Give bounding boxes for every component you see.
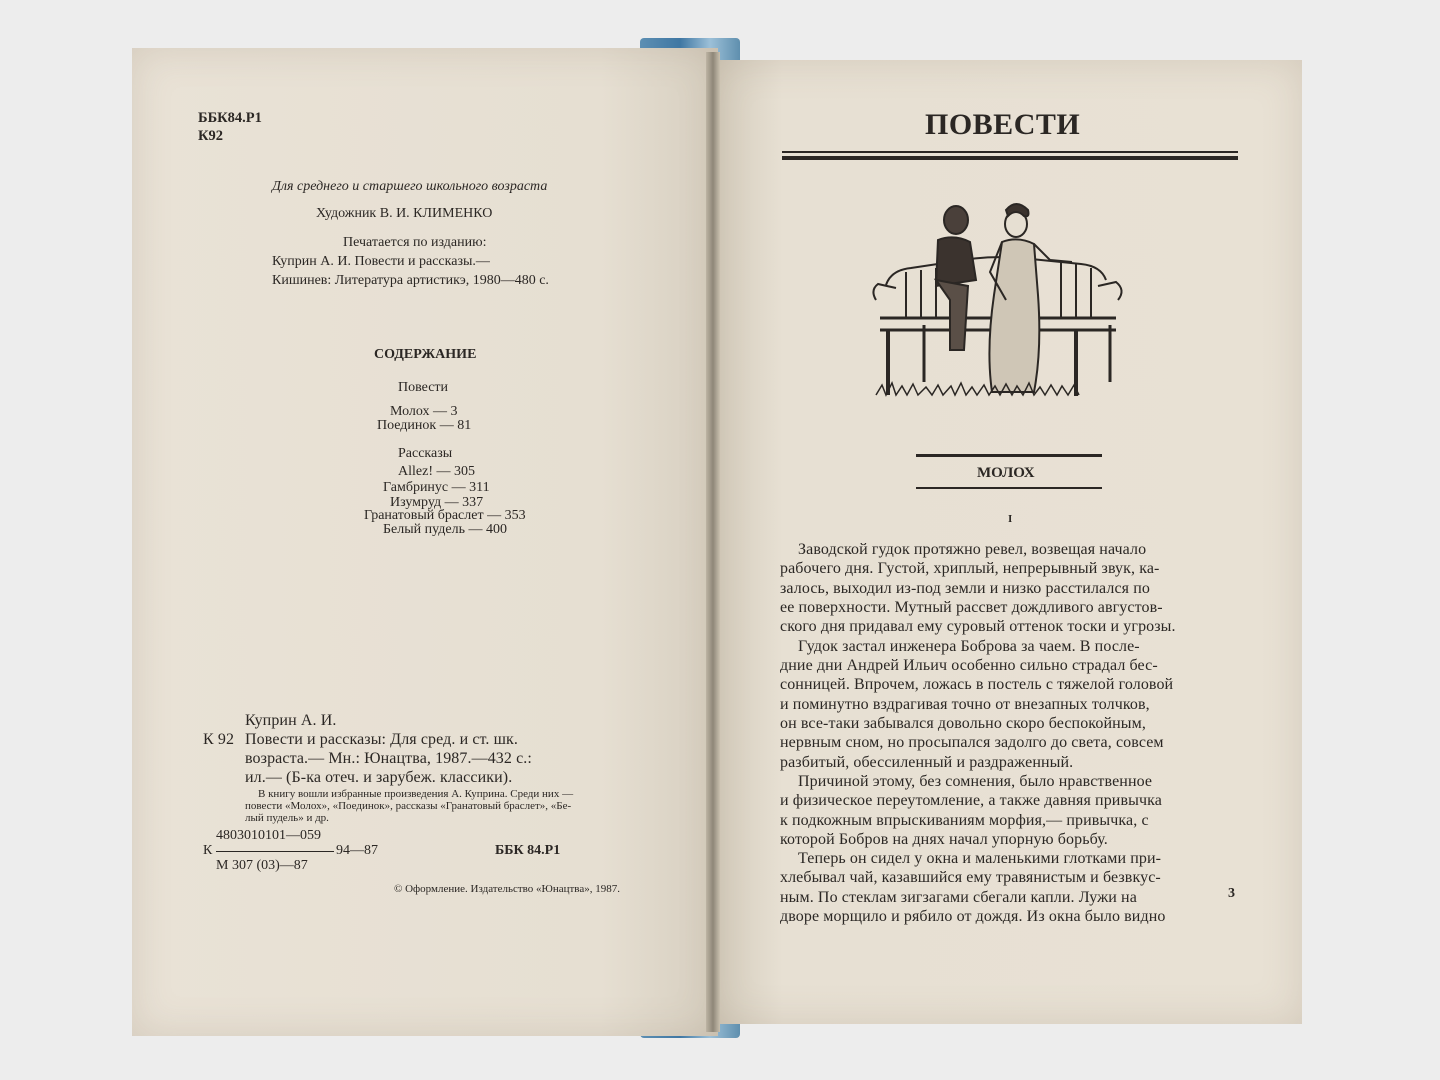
- bbk-code: ББК84.Р1: [198, 110, 262, 126]
- contents-item: Молох — 3: [390, 404, 458, 419]
- text-line: рабочего дня. Густой, хриплый, непрерывный звук, ка-: [780, 560, 1160, 577]
- text-line: ным. По стеклам зигзагами сбегали капли. Лужи на: [780, 889, 1137, 906]
- isbn-m: М 307 (03)—87: [216, 858, 308, 873]
- contents-item: Белый пудель — 400: [383, 522, 507, 537]
- text-line: дние дни Андрей Ильич особенно сильно страдал бес-: [780, 657, 1158, 674]
- catalog-line: ил.— (Б-ка отеч. и зарубеж. классики).: [245, 769, 513, 786]
- printed-from-line1: Куприн А. И. Повести и рассказы.—: [272, 254, 490, 269]
- contents-title: СОДЕРЖАНИЕ: [374, 347, 477, 362]
- annotation-line: лый пудель» и др.: [245, 812, 329, 824]
- text-line: и физическое переутомление, а также давняя привычка: [780, 792, 1162, 809]
- contents-item: Allez! — 305: [398, 464, 475, 479]
- story-title-rule: [916, 454, 1102, 457]
- page-number: 3: [1228, 886, 1235, 901]
- text-line: Теперь он сидел у окна и маленькими глотками при-: [798, 850, 1162, 867]
- audience-note: Для среднего и старшего школьного возраста: [272, 179, 548, 194]
- book-gutter: [706, 52, 720, 1032]
- isbn-94: 94—87: [336, 843, 378, 858]
- contents-section-povesti: Повести: [398, 380, 449, 395]
- catalog-short-code: К92: [198, 128, 224, 144]
- copyright-note: © Оформление. Издательство «Юнацтва», 1987.: [394, 883, 620, 895]
- annotation-line: повести «Молох», «Поединок», рассказы «Гранатовый браслет», «Бе-: [245, 800, 572, 812]
- story-title-rule: [916, 487, 1102, 489]
- text-line: ее поверхности. Мутный рассвет дождливого августов-: [780, 599, 1163, 616]
- text-line: и поминутно вздрагивая точно от внезапных толчков,: [780, 696, 1150, 713]
- section-title: ПОВЕСТИ: [925, 108, 1081, 141]
- contents-item: Гранатовый браслет — 353: [364, 508, 526, 523]
- text-line: хлебывал чай, казавшийся ему травянистым и безвкус-: [780, 869, 1161, 886]
- engraving-illustration: [866, 200, 1146, 410]
- contents-item: Изумруд — 337: [390, 495, 484, 510]
- text-line: Заводской гудок протяжно ревел, возвещая начало: [798, 541, 1147, 558]
- text-line: разбитый, обессиленный и раздраженный.: [780, 754, 1074, 771]
- isbn-k: К: [203, 843, 213, 858]
- contents-section-rasskazy: Рассказы: [398, 446, 453, 461]
- text-line: он все-таки забывался довольно скоро беспокойным,: [780, 715, 1146, 732]
- catalog-line: возраста.— Мн.: Юнацтва, 1987.—432 с.:: [245, 750, 532, 767]
- printed-from-label: Печатается по изданию:: [343, 235, 487, 250]
- annotation-line: В книгу вошли избранные произведения А. Куприна. Среди них —: [258, 788, 574, 800]
- isbn-fraction-rule: [216, 851, 334, 852]
- text-line: залось, выходил из-под земли и низко расстилался по: [780, 580, 1150, 597]
- text-line: ского дня придавал ему суровый оттенок тоски и угрозы.: [780, 618, 1176, 635]
- artist-credit: Художник В. И. КЛИМЕНКО: [316, 206, 493, 221]
- printed-from-line2: Кишинев: Литература артистикэ, 1980—480 с.: [272, 273, 549, 288]
- text-line: Причиной этому, без сомнения, было нравственное: [798, 773, 1153, 790]
- text-line: которой Бобров на днях начал упорную борьбу.: [780, 831, 1108, 848]
- catalog-line: Повести и рассказы: Для сред. и ст. шк.: [245, 731, 519, 748]
- chapter-number: I: [1008, 513, 1013, 525]
- title-rule: [782, 156, 1238, 160]
- isbn-code: 4803010101—059: [216, 828, 321, 843]
- text-line: дворе морщило и рябило от дождя. Из окна было видно: [780, 908, 1166, 925]
- text-line: нервным сном, но просыпался задолго до света, совсем: [780, 734, 1164, 751]
- catalog-code: К 92: [203, 731, 235, 748]
- text-line: Гудок застал инженера Боброва за чаем. В после-: [798, 638, 1140, 655]
- text-line: к подкожным впрыскиваниям морфия,— привычка, с: [780, 812, 1149, 829]
- contents-item: Поединок — 81: [377, 418, 472, 433]
- bbk-footer: ББК 84.Р1: [495, 843, 561, 858]
- contents-item: Гамбринус — 311: [383, 480, 490, 495]
- text-line: сонницей. Впрочем, ложась в постель с тяжелой головой: [780, 676, 1174, 693]
- catalog-author: Куприн А. И.: [245, 712, 337, 729]
- title-rule: [782, 151, 1238, 153]
- story-title: МОЛОХ: [977, 465, 1035, 481]
